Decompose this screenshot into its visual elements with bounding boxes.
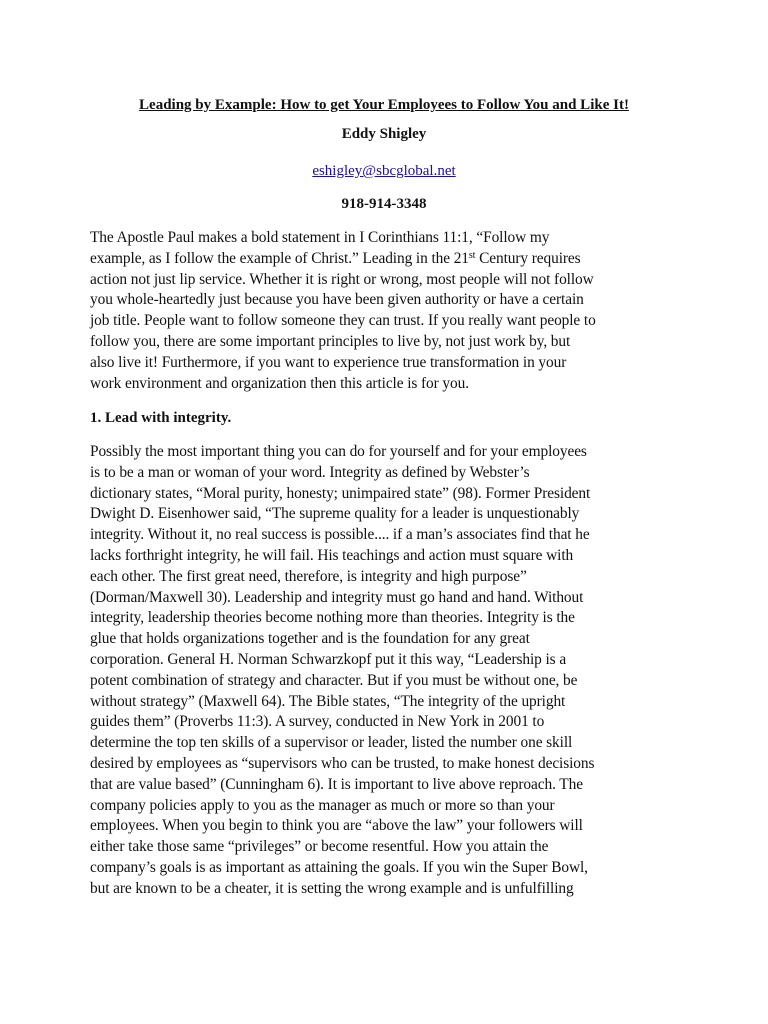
intro-line: follow you, there are some important principles to live by, not just work by, but [90,332,571,350]
integrity-line: determine the top ten skills of a supervisor or leader, listed the number one skill [90,734,573,752]
integrity-line: is to be a man or woman of your word. Integrity as defined by Webster’s [90,463,530,481]
intro-line: work environment and organization then this article is for you. [90,374,469,392]
integrity-line: Possibly the most important thing you can do for yourself and for your employees [90,443,587,460]
intro-paragraph [90,228,686,394]
integrity-line: each other. The first great need, therefore, is integrity and high purpose” [90,567,527,585]
integrity-line: (Dorman/Maxwell 30). Leadership and integrity must go hand and hand. Without [90,588,584,606]
integrity-line: company policies apply to you as the manager as much or more so than your [90,796,555,814]
integrity-line: that are value based” (Cunningham 6). It is important to live above reproach. The [90,775,583,793]
author-phone: 918-914-3348 [341,196,427,212]
author-name: Eddy Shigley [341,126,427,142]
integrity-line: employees. When you begin to think you are “above the law” your followers will [90,817,583,835]
article-title: Leading by Example: How to get Your Employees to Follow You and Like It! [139,97,629,113]
intro-line-part: example, as I follow the example of Christ.” Leading in the 21 [90,249,469,267]
intro-line: also live it! Furthermore, if you want to experience true transformation in your [90,353,567,371]
integrity-line: glue that holds organizations together and is the foundation for any great [90,630,530,648]
intro-line [90,249,686,270]
integrity-line: integrity, leadership theories become nothing more than theories. Integrity is the [90,609,575,627]
integrity-paragraph [90,442,686,900]
integrity-line: potent combination of strategy and character. But if you must be without one, be [90,671,578,689]
superscript-st: st [468,249,476,261]
integrity-line: but are known to be a cheater, it is setting the wrong example and is unfulfilling [90,879,574,897]
intro-line: The Apostle Paul makes a bold statement in I Corinthians 11:1, “Follow my [90,229,550,246]
integrity-line: Dwight D. Eisenhower said, “The supreme quality for a leader is unquestionably [90,505,580,523]
intro-line: action not just lip service. Whether it is right or wrong, most people will not follow [90,270,594,288]
integrity-line: company’s goals is as important as attaining the goals. If you win the Super Bowl, [90,858,588,876]
integrity-line: lacks forthright integrity, he will fail. His teachings and action must square with [90,546,574,564]
intro-line: job title. People want to follow someone they can trust. If you really want people to [90,312,596,330]
section-heading-integrity: 1. Lead with integrity. [90,410,232,426]
intro-line: you whole-heartedly just because you have been given authority or have a certain [90,291,584,309]
integrity-line: without strategy” (Maxwell 64). The Bible states, “The integrity of the upright [90,692,566,710]
integrity-line: corporation. General H. Norman Schwarzkopf put it this way, “Leadership is a [90,650,567,668]
integrity-line: dictionary states, “Moral purity, honesty; unimpaired state” (98). Former President [90,484,591,502]
integrity-line: either take those same “privileges” or become resentful. How you attain the [90,838,549,856]
integrity-line: desired by employees as “supervisors who can be trusted, to make honest decisions [90,754,595,772]
intro-line-part: Century requires [475,249,581,267]
integrity-line: guides them” (Proverbs 11:3). A survey, conducted in New York in 2001 to [90,713,545,731]
author-email-link[interactable]: eshigley@sbcglobal.net [312,163,456,179]
integrity-line: integrity. Without it, no real success is possible.... if a man’s associates find that he [90,526,590,544]
